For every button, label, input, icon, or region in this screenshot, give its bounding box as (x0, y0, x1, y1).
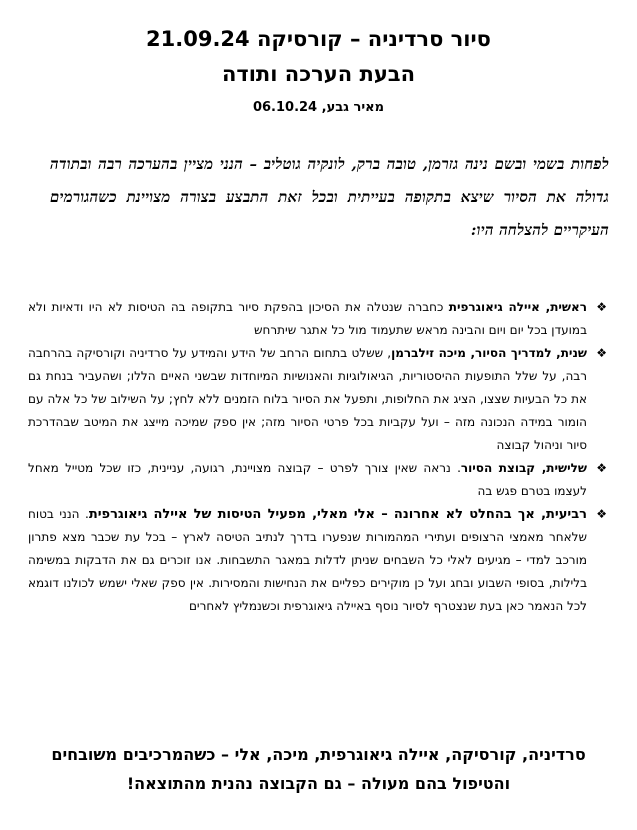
list-item (28, 457, 609, 503)
item-lead: שלישית, קבוצת הסיור (460, 461, 588, 475)
item-lead: ראשית, איילה גיאוגרפית (448, 300, 587, 314)
item-text: , ששלט בתחום הרחב של הידע והמידע על סרדיניה וקורסיקה בהרחבה רבה, על שלל התופעות ההיסטוריות, הגיאולוגיות והאנושיות המיוחדות שבשני האיים הללו; ושהעביר בנחת גם את כל הבעיות שצצו, הציג את החלופות, ותפעל את הסיור בלוח הזמנים ללא לחץ; על השילוב של כל אלה עם הומור במידה הנכונה מזה – ועל עקביות בכל פרטי הסיור מזה; אין ספק שמיכה מייצג את המיטב שבהדרכת סיור וניהול קבוצה (28, 346, 587, 452)
closing-statement: סרדיניה, קורסיקה, איילה גיאוגרפית, מיכה, אלי – כשהמרכיבים משובחים והטיפול בהם מעולה – גם הקבוצה נהנית מהתוצאה! (51, 745, 586, 793)
list-item (28, 503, 609, 618)
item-text: כחברה שנטלה את הסיכון בהפקת סיור בתקופה בה הטיסות לא היו ודאיות ולא במועדן בכל יום ויום והבינה מראש שתעמוד מול כל אתגר שיתרחש (28, 300, 587, 337)
item-lead: רביעית, אך בהחלט לא אחרונה – אלי מאלי, מפעיל הטיסות של איילה גיאוגרפית (88, 507, 588, 522)
author-date-line: מאיר גבע, 06.10.24 (252, 100, 385, 115)
diamond-bullet-icon: ❖ (596, 461, 607, 475)
item-text: . נראה שאין צורך לפרט – קבוצה מצויינת, רגועה, עניינית, כזו שכל מטייל מאחל לעצמו בטרם פגש בה (28, 461, 587, 498)
list-item (28, 296, 609, 342)
acknowledgements-list (28, 296, 609, 618)
diamond-bullet-icon: ❖ (596, 346, 607, 360)
item-lead: שנית, למדריך הסיור, מיכה זילברמן (391, 346, 587, 360)
page-title: סיור סרדיניה – קורסיקה 21.09.24 (146, 27, 491, 51)
intro-paragraph: לפחות בשמי ובשם נינה גזרמן, טובה ברק, לונקיה גוטליב – הנני מציין בהערכה רבה ובתודה גדולה את הסיור שיצא בתקופה בעייתית ובכל זאת התבצע בצורה מצויינת כשהגורמים העיקריים להצלחה היו: (50, 155, 609, 239)
item-text: . הנני בטוח שלאחר מאמצי הרצופים ועתירי המהמורות שנפערו בדרך לנתיב הטיסה לארץ – בכל עת שכבר מצא פתרון מורכב למדי – מגיעים לאלי כל השבחים שניתן לדלות במאגר התשבחות. אנו זוכרים גם את הדבקות במשימה בלילות, בסופי השבוע ובחג ועל כן מוקירים כפליים את הנחישות והמסירות. אין ספק שאלי ישמש לכולנו דוגמא לכל הנאמר כאן בעת שנצטרף לסיור נוסף באיילה גיאוגרפית וכשנמליץ לאחרים (28, 507, 587, 613)
page-subtitle: הבעת הערכה ותודה (221, 62, 416, 86)
diamond-bullet-icon: ❖ (596, 300, 607, 314)
diamond-bullet-icon: ❖ (596, 507, 607, 521)
list-item (28, 342, 609, 457)
